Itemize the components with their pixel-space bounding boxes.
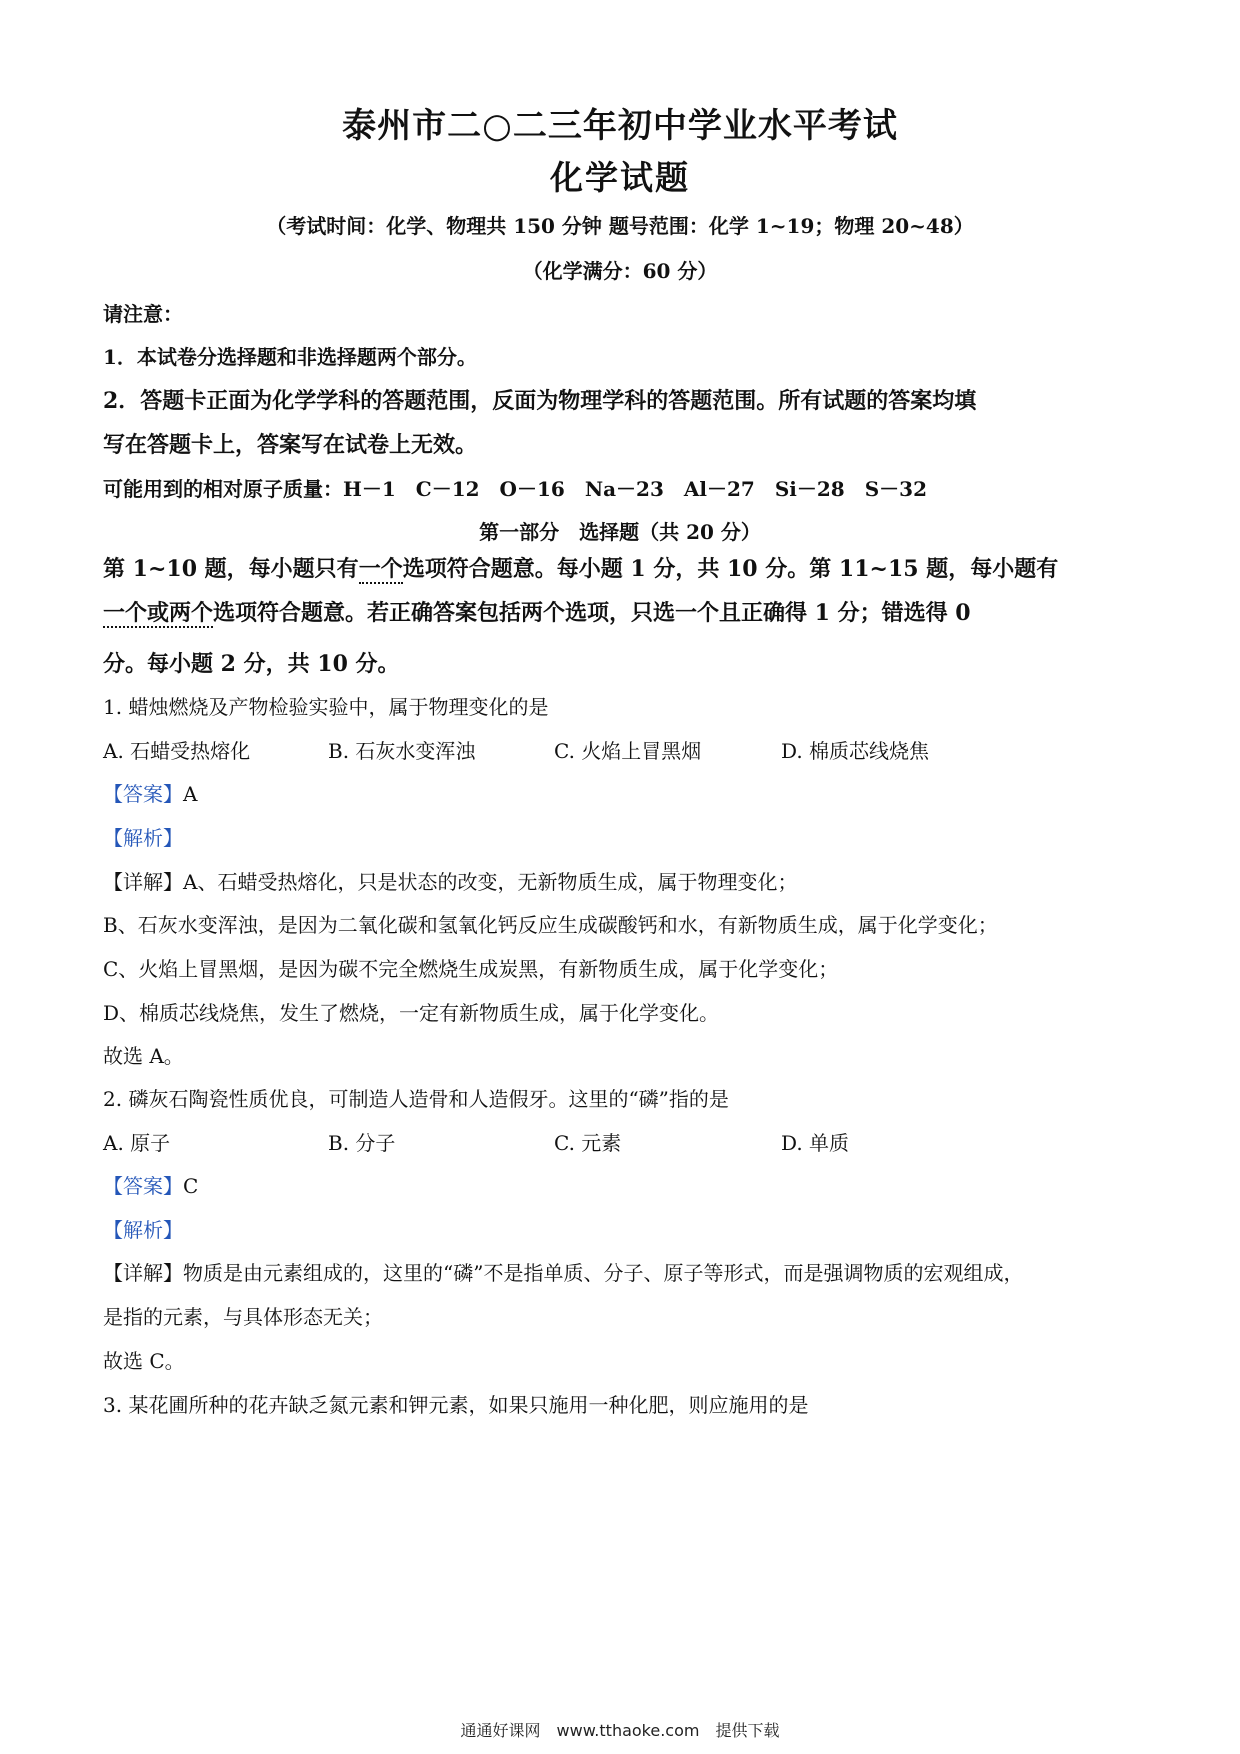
notice-item-2-line-1: 2．答题卡正面为化学学科的答题范围，反面为物理学科的答题范围。所有试题的答案均填 bbox=[103, 388, 977, 414]
page-subtitle: 化学试题 bbox=[550, 158, 690, 197]
notice-item-1: 1．本试卷分选择题和非选择题两个部分。 bbox=[103, 345, 477, 369]
answer-tag: 【答案】 bbox=[103, 782, 183, 806]
answer-value: A bbox=[183, 782, 198, 806]
option-c: C. 火焰上冒黑烟 bbox=[554, 739, 702, 763]
instruction-part-c: 选项符合题意。每小题 1 分，共 10 分。第 11~15 题，每小题有 bbox=[402, 556, 1059, 582]
detail-text: 物质是由元素组成的，这里的“磷”不是指单质、分子、原子等形式，而是强调物质的宏观组成， bbox=[183, 1261, 1024, 1285]
instruction-part-e: 选项符合题意。若正确答案包括两个选项，只选一个且正确得 1 分；错选得 0 bbox=[213, 600, 971, 626]
section-title: 第一部分 选择题（共 20 分） bbox=[479, 520, 761, 544]
question-2-answer bbox=[103, 1170, 198, 1199]
option-b: B. 石灰水变浑浊 bbox=[328, 739, 476, 763]
section-instruction-line-3: 分。每小题 2 分，共 10 分。 bbox=[103, 651, 400, 677]
instruction-part-a: 第 1~10 题，每小题只有 bbox=[103, 556, 359, 582]
option-a: A. 石蜡受热熔化 bbox=[103, 739, 251, 763]
question-1-stem: 1. 蜡烛燃烧及产物检验实验中，属于物理变化的是 bbox=[103, 695, 549, 719]
option-a: A. 原子 bbox=[103, 1131, 171, 1155]
option-b: B. 分子 bbox=[328, 1131, 396, 1155]
footer-source: 通通好课网 www.tthaoke.com 提供下载 bbox=[460, 1721, 780, 1740]
question-1-detail-2: B、石灰水变浑浊，是因为二氧化碳和氢氧化钙反应生成碳酸钙和水，有新物质生成，属于化学变化； bbox=[103, 913, 998, 937]
question-1-detail-3: C、火焰上冒黑烟，是因为碳不完全燃烧生成炭黑，有新物质生成，属于化学变化； bbox=[103, 957, 839, 981]
option-d: D. 单质 bbox=[781, 1131, 850, 1155]
full-score: （化学满分：60 分） bbox=[522, 259, 718, 283]
question-2-conclusion: 故选 C。 bbox=[103, 1349, 185, 1373]
option-d: D. 棉质芯线烧焦 bbox=[781, 739, 930, 763]
question-2-analysis-tag: 【解析】 bbox=[103, 1218, 183, 1242]
detail-tag: 【详解】 bbox=[103, 1261, 183, 1285]
notice-item-2-line-2: 写在答题卡上，答案写在试卷上无效。 bbox=[103, 432, 478, 458]
question-1-conclusion: 故选 A。 bbox=[103, 1044, 184, 1068]
question-1-detail-1 bbox=[103, 866, 797, 895]
exam-info: （考试时间：化学、物理共 150 分钟 题号范围：化学 1~19；物理 20~48） bbox=[266, 214, 974, 238]
section-instruction-line-1 bbox=[103, 552, 1058, 583]
emphasis-one: 一个 bbox=[358, 556, 403, 582]
answer-tag: 【答案】 bbox=[103, 1174, 183, 1198]
detail-text: A、石蜡受热熔化，只是状态的改变，无新物质生成，属于物理变化； bbox=[183, 870, 798, 894]
answer-value: C bbox=[183, 1174, 199, 1198]
question-1-answer bbox=[103, 778, 197, 807]
question-1-analysis-tag: 【解析】 bbox=[103, 826, 183, 850]
emphasis-one-or-two: 一个或两个 bbox=[103, 600, 214, 626]
question-3-stem: 3. 某花圃所种的花卉缺乏氮元素和钾元素，如果只施用一种化肥，则应施用的是 bbox=[103, 1393, 809, 1417]
question-2-detail-2: 是指的元素，与具体形态无关； bbox=[103, 1305, 383, 1329]
detail-tag: 【详解】 bbox=[103, 870, 183, 894]
question-2-stem: 2. 磷灰石陶瓷性质优良，可制造人造骨和人造假牙。这里的“磷”指的是 bbox=[103, 1087, 729, 1111]
section-instruction-line-2 bbox=[103, 596, 971, 627]
atomic-masses: 可能用到的相对原子质量：H－1 C－12 O－16 Na－23 Al－27 Si－28 S－32 bbox=[103, 477, 927, 501]
page-title: 泰州市二○二三年初中学业水平考试 bbox=[342, 106, 898, 146]
option-c: C. 元素 bbox=[554, 1131, 622, 1155]
question-2-detail-1 bbox=[103, 1257, 1023, 1286]
notice-heading: 请注意： bbox=[103, 302, 183, 326]
question-1-detail-4: D、棉质芯线烧焦，发生了燃烧，一定有新物质生成，属于化学变化。 bbox=[103, 1001, 720, 1025]
